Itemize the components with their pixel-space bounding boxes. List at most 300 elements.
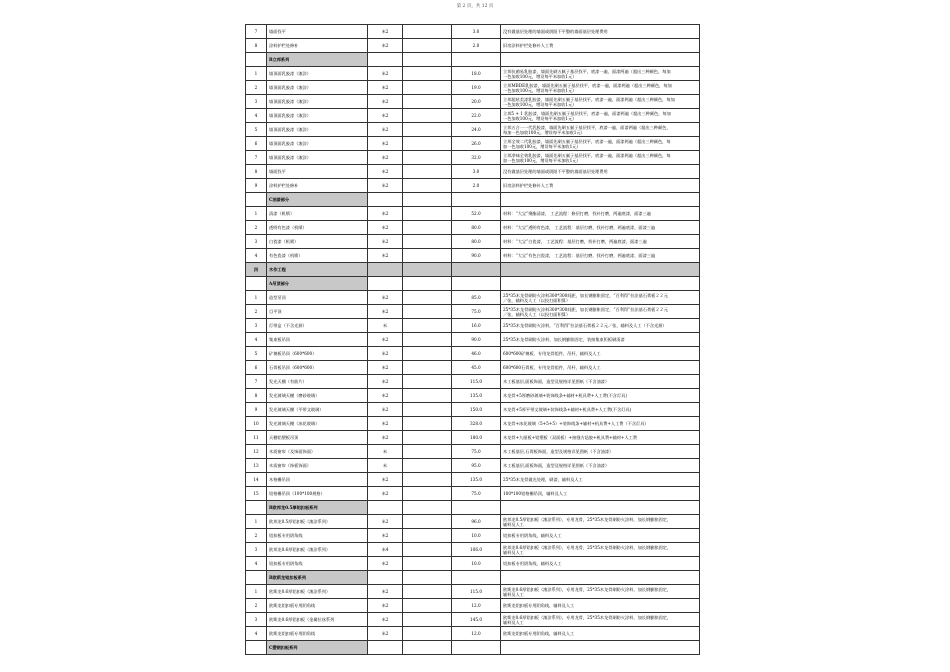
item-unit-price: 150.0 <box>452 403 501 417</box>
item-description <box>501 277 700 291</box>
table-row <box>246 291 700 305</box>
row-number: 6 <box>246 361 267 375</box>
item-quantity <box>403 599 452 613</box>
item-unit-price: 135.0 <box>452 473 501 487</box>
description-line: ／张，辅料及人工（以投打面积算） <box>503 297 571 303</box>
table-row <box>246 165 700 179</box>
item-name: 欧斯龙铝扣板专用阴角线 <box>267 627 368 641</box>
item-unit: 米2 <box>368 305 403 319</box>
description-line: 立邦全效二代乳胶漆，墙面先刷五腻子基层找平，底漆一遍，面漆两遍（超出三种颜色，每 <box>503 138 671 144</box>
table-row <box>246 81 700 95</box>
item-name: 墙顶面乳胶漆（滚涂） <box>267 137 368 151</box>
item-quantity <box>403 627 452 641</box>
table-row <box>246 95 700 109</box>
row-number: 8 <box>246 39 267 53</box>
row-number: 1 <box>246 585 267 599</box>
item-unit <box>368 641 403 655</box>
item-quantity <box>403 137 452 151</box>
description-line: 立邦五合一一代乳胶漆，墙面先刷五腻子基层找平，底漆一遍，面漆两遍（超出三种颜色， <box>503 124 671 130</box>
row-number: 3 <box>246 319 267 333</box>
row-number: 3 <box>246 543 267 557</box>
row-number: 12 <box>246 445 267 459</box>
description-line: 没有做基层处理的墙面或阴阳不平整的墙面基层处理费用 <box>503 169 608 174</box>
item-quantity <box>403 207 452 221</box>
item-unit: 米2 <box>368 151 403 165</box>
row-number: 3 <box>246 95 267 109</box>
item-name: 铝扣板专用阴角线 <box>267 557 368 571</box>
item-name: 集束板吊顶 <box>267 333 368 347</box>
item-unit <box>368 277 403 291</box>
description-line: 旧房涂料护栏处修补人工费 <box>503 43 554 48</box>
item-unit-price: 16.0 <box>452 319 501 333</box>
table-row <box>246 389 700 403</box>
item-description <box>501 347 700 361</box>
item-quantity <box>403 165 452 179</box>
item-description <box>501 39 700 53</box>
item-name: 欧邦龙0.6厚铝扣板（滚涂系列） <box>267 543 368 557</box>
item-unit-price: 52.0 <box>452 207 501 221</box>
item-description <box>501 123 700 137</box>
item-unit: 米2 <box>368 515 403 529</box>
item-unit-price: 22.0 <box>452 109 501 123</box>
item-name: 墙面找平 <box>267 165 368 179</box>
item-quantity <box>403 81 452 95</box>
item-unit: 米2 <box>368 431 403 445</box>
row-number: 5 <box>246 347 267 361</box>
table-row <box>246 361 700 375</box>
item-description <box>501 109 700 123</box>
item-description <box>501 501 700 515</box>
item-unit-price: 46.0 <box>452 347 501 361</box>
item-description <box>501 165 700 179</box>
item-name: 灯带盒（不含光源） <box>267 319 368 333</box>
item-description <box>501 557 700 571</box>
item-unit: 米2 <box>368 529 403 543</box>
item-unit-price <box>452 501 501 515</box>
item-description <box>501 67 700 81</box>
item-quantity <box>403 403 452 417</box>
item-description <box>501 375 700 389</box>
row-number: 1 <box>246 207 267 221</box>
description-line: 材料：“大宝”白瓷漆， 工艺流程：基层打磨，找补打磨，两遍底漆，面漆三遍 <box>503 239 647 244</box>
description-line: 欧邦龙0.6厚铝扣板（滚涂系列），专用龙骨，25*35木龙骨刷防火涂料，加长钢膨胀固定， <box>503 544 672 550</box>
item-name: A吊顶部分 <box>267 277 368 291</box>
item-unit: 米4 <box>368 543 403 557</box>
item-unit-price: 145.0 <box>452 613 501 627</box>
item-name: 墙顶面乳胶漆（滚涂） <box>267 123 368 137</box>
item-unit <box>368 501 403 515</box>
item-unit: 米2 <box>368 109 403 123</box>
item-unit: 米2 <box>368 347 403 361</box>
item-unit: 米2 <box>368 585 403 599</box>
item-unit: 米2 <box>368 235 403 249</box>
table-row <box>246 137 700 151</box>
item-quantity <box>403 501 452 515</box>
description-line: 辅料及人工 <box>503 619 524 625</box>
price-table-body <box>246 25 700 655</box>
description-line: 材料：“大宝”透明有色漆， 工艺流程：基层打磨，找补打磨，两遍底漆，面漆三遍 <box>503 225 656 230</box>
row-number <box>246 501 267 515</box>
row-number: 3 <box>246 613 267 627</box>
description-line: 立邦净味全效乳胶漆，墙面先刷五腻子基层找平，底漆一遍，面漆两遍（超出三种颜色，每 <box>503 152 671 158</box>
item-unit-price: 328.0 <box>452 417 501 431</box>
item-quantity <box>403 277 452 291</box>
row-number: 14 <box>246 473 267 487</box>
item-description <box>501 529 700 543</box>
item-unit-price: 80.0 <box>452 235 501 249</box>
item-description <box>501 445 700 459</box>
item-quantity <box>403 417 452 431</box>
item-unit-price: 80.0 <box>452 221 501 235</box>
row-number: 2 <box>246 599 267 613</box>
item-description <box>501 95 700 109</box>
table-row <box>246 235 700 249</box>
item-quantity <box>403 263 452 277</box>
table-row <box>246 529 700 543</box>
item-unit: 米2 <box>368 557 403 571</box>
item-quantity <box>403 529 452 543</box>
row-number: 4 <box>246 333 267 347</box>
description-line: 辅料及人工 <box>503 521 524 527</box>
item-unit: 米2 <box>368 249 403 263</box>
item-unit: 米2 <box>368 487 403 501</box>
item-unit-price: 3.0 <box>452 165 501 179</box>
table-row <box>246 347 700 361</box>
item-unit <box>368 193 403 207</box>
item-name: B欧邦龙0.5厚铝扣板系列 <box>267 501 368 515</box>
item-unit: 米2 <box>368 361 403 375</box>
item-unit: 米2 <box>368 137 403 151</box>
item-description <box>501 473 700 487</box>
table-row <box>246 221 700 235</box>
item-name: 石膏板吊顶（600*600） <box>267 361 368 375</box>
description-line: 600*600矿棉板、专用龙骨组件，吊杆，辅料及人工 <box>503 351 601 356</box>
description-line: 25*35木龙骨刷防火涂料、加长钢膨胀固定，装接集束柜板刷清漆 <box>503 337 625 342</box>
table-row <box>246 431 700 445</box>
item-unit-price: 20.0 <box>452 95 501 109</box>
main-section-row <box>246 263 700 277</box>
item-description <box>501 459 700 473</box>
description-line: 立邦MBDE乳胶漆，墙面先刷五腻子基层找平，底漆一遍，面漆两遍（超出三种颜色，每加 <box>503 82 672 88</box>
row-number: 13 <box>246 459 267 473</box>
item-name: C油漆部分 <box>267 193 368 207</box>
item-quantity <box>403 473 452 487</box>
item-unit: 米 <box>368 459 403 473</box>
item-unit-price: 96.0 <box>452 515 501 529</box>
item-quantity <box>403 557 452 571</box>
item-unit-price <box>452 571 501 585</box>
item-quantity <box>403 151 452 165</box>
item-quantity <box>403 179 452 193</box>
item-quantity <box>403 445 452 459</box>
item-quantity <box>403 515 452 529</box>
row-number <box>246 571 267 585</box>
description-line: 立邦超炫美漆乳胶漆，墙面先刷五腻子基层找平，底漆一遍，面漆两遍（超出三种颜色，每加 <box>503 96 675 102</box>
item-description <box>501 599 700 613</box>
item-name: 墙顶面乳胶漆（滚涂） <box>267 81 368 95</box>
item-quantity <box>403 39 452 53</box>
item-unit-price: 85.0 <box>452 291 501 305</box>
item-unit-price <box>452 641 501 655</box>
description-line: 每加一色加收100元，增设每平米加收1元） <box>503 129 585 135</box>
row-number: 9 <box>246 179 267 193</box>
table-row <box>246 473 700 487</box>
row-number: 7 <box>246 151 267 165</box>
item-quantity <box>403 67 452 81</box>
item-name: 涂料护栏处修补 <box>267 179 368 193</box>
item-description <box>501 25 700 39</box>
price-table <box>245 24 700 655</box>
item-unit-price: 90.0 <box>452 249 501 263</box>
description-line: 木工板基层,面板饰面，造型及规格详见图纸（不含油漆） <box>503 379 610 384</box>
description-line: 欧斯龙铝扣板专用阴角线，辅料及人工 <box>503 603 575 608</box>
description-line: 25*35木龙骨做光处理，刷漆，辅料及人工 <box>503 477 583 482</box>
item-unit-price: 75.0 <box>452 305 501 319</box>
item-description <box>501 53 700 67</box>
item-unit: 米2 <box>368 25 403 39</box>
item-name: 发光天棚（有筋片） <box>267 375 368 389</box>
table-row <box>246 585 700 599</box>
table-row <box>246 417 700 431</box>
item-unit-price: 3.0 <box>452 25 501 39</box>
item-unit-price: 32.0 <box>452 151 501 165</box>
row-number: 3 <box>246 235 267 249</box>
item-quantity <box>403 95 452 109</box>
description-line: 欧斯龙铝扣板专用阴角线，辅料及人工 <box>503 631 575 636</box>
item-unit <box>368 571 403 585</box>
row-number: 2 <box>246 305 267 319</box>
item-unit-price: 45.0 <box>452 361 501 375</box>
description-line: 欧斯龙0.6厚铝扣板（滚涂系列），专用龙骨，25*35木龙骨刷防火涂料，加长钢膨胀固定， <box>503 614 672 620</box>
item-description <box>501 81 700 95</box>
row-number <box>246 641 267 655</box>
item-unit <box>368 263 403 277</box>
section-header-row <box>246 571 700 585</box>
item-name: 墙顶面乳胶漆（滚涂） <box>267 151 368 165</box>
table-row <box>246 403 700 417</box>
table-row <box>246 543 700 557</box>
section-header-row <box>246 277 700 291</box>
item-unit <box>368 53 403 67</box>
item-description <box>501 585 700 599</box>
item-unit: 米2 <box>368 179 403 193</box>
item-name: B立邦系列 <box>267 53 368 67</box>
table-row <box>246 319 700 333</box>
item-description <box>501 333 700 347</box>
item-quantity <box>403 459 452 473</box>
row-number: 7 <box>246 375 267 389</box>
row-number: 1 <box>246 515 267 529</box>
item-unit: 米2 <box>368 221 403 235</box>
item-unit-price: 115.0 <box>452 585 501 599</box>
description-line: 一色加收100元，增设每平米加收1元） <box>503 87 577 93</box>
description-line: 木龙骨+冰花玻璃（5+5+5）+装饰线条+辅材+机具费+人工费（不含灯具） <box>503 421 649 426</box>
item-name: 欧邦龙0.5厚铝扣板（滚涂系列） <box>267 515 368 529</box>
item-name: C塑钢扣板系列 <box>267 641 368 655</box>
description-line: 立邦抗菌易乳胶漆，墙面先刷五腻子基层找平，底漆一遍，面漆两遍（超出三种颜色，每加 <box>503 68 671 74</box>
item-quantity <box>403 193 452 207</box>
item-unit-price: 75.0 <box>452 487 501 501</box>
description-line: 25*35木龙骨刷防火涂料300*300间距，加长钢膨胀固定，“百利得”拉法基石膏板２２元 <box>503 306 668 312</box>
item-unit-price: 180.0 <box>452 431 501 445</box>
row-number: 4 <box>246 109 267 123</box>
item-quantity <box>403 25 452 39</box>
table-row <box>246 627 700 641</box>
item-quantity <box>403 333 452 347</box>
item-description <box>501 235 700 249</box>
table-row <box>246 25 700 39</box>
item-unit: 米2 <box>368 599 403 613</box>
row-number: 4 <box>246 249 267 263</box>
row-number: 四 <box>246 263 267 277</box>
item-name: 发光玻璃天棚（冰花玻璃） <box>267 417 368 431</box>
item-name: 铝扣板专用阴角线 <box>267 529 368 543</box>
table-row <box>246 39 700 53</box>
item-description <box>501 179 700 193</box>
page-number-label: 第 2 页，共 12 页 <box>456 4 494 9</box>
item-description <box>501 515 700 529</box>
row-number <box>246 53 267 67</box>
item-unit: 米2 <box>368 417 403 431</box>
item-quantity <box>403 235 452 249</box>
table-row <box>246 487 700 501</box>
description-line: 铝扣板专用阴角线，辅料及人工 <box>503 561 562 566</box>
row-number: 8 <box>246 389 267 403</box>
item-quantity <box>403 53 452 67</box>
item-description <box>501 291 700 305</box>
item-name: 木格栅吊顶 <box>267 473 368 487</box>
item-description <box>501 403 700 417</box>
item-unit-price: 95.0 <box>452 459 501 473</box>
description-line: 600*600石膏板、专用龙骨组件，吊杆，辅料及人工 <box>503 365 601 370</box>
item-name: 发光玻璃天棚（磨砂玻璃） <box>267 389 368 403</box>
description-line: 铝扣板专用阴角线，辅料及人工 <box>503 533 562 538</box>
item-name: 矿棉板吊顶（600*600） <box>267 347 368 361</box>
item-name: 清漆（机喷） <box>267 207 368 221</box>
item-quantity <box>403 613 452 627</box>
section-header-row <box>246 501 700 515</box>
item-unit-price: 2.0 <box>452 39 501 53</box>
item-name: 墙顶面乳胶漆（滚涂） <box>267 95 368 109</box>
item-quantity <box>403 389 452 403</box>
item-unit: 米2 <box>368 291 403 305</box>
description-line: 100*100铝格栅吊顶，辅料及人工 <box>503 491 568 496</box>
item-description <box>501 305 700 319</box>
description-line: 辅料及人工 <box>503 591 524 597</box>
item-unit-price: 24.0 <box>452 123 501 137</box>
section-header-row <box>246 641 700 655</box>
item-unit-price: 10.0 <box>452 557 501 571</box>
item-quantity <box>403 641 452 655</box>
item-description <box>501 417 700 431</box>
table-row <box>246 599 700 613</box>
table-row <box>246 333 700 347</box>
description-line: 一色加收100元，增设每平米加收1元） <box>503 115 577 121</box>
description-line: 没有做基层处理的墙面或阴阳不平整的墙面基层处理费用 <box>503 29 608 34</box>
row-number: 8 <box>246 165 267 179</box>
item-description <box>501 613 700 627</box>
item-unit: 米2 <box>368 95 403 109</box>
item-unit: 米2 <box>368 473 403 487</box>
item-name: 欧斯龙0.6厚铝扣板（滚涂系列） <box>267 585 368 599</box>
table-row <box>246 207 700 221</box>
item-unit: 米2 <box>368 165 403 179</box>
description-line: 木龙骨+5厚磨砂玻璃+装饰线条+辅材+机具费+人工费(不含灯具) <box>503 393 627 398</box>
item-description <box>501 627 700 641</box>
description-line: 旧房涂料护栏处修补人工费 <box>503 183 554 188</box>
row-number: 2 <box>246 221 267 235</box>
table-row <box>246 375 700 389</box>
item-name: 木作工程 <box>267 263 368 277</box>
description-line: 木工板基层,石膏板饰面，造型及规格详见图纸（不含油漆） <box>503 449 614 454</box>
row-number: 15 <box>246 487 267 501</box>
item-quantity <box>403 585 452 599</box>
item-unit-price <box>452 193 501 207</box>
item-description <box>501 221 700 235</box>
item-unit: 米2 <box>368 627 403 641</box>
item-quantity <box>403 305 452 319</box>
item-quantity <box>403 487 452 501</box>
item-unit: 米2 <box>368 39 403 53</box>
row-number: 10 <box>246 417 267 431</box>
item-description <box>501 543 700 557</box>
item-quantity <box>403 543 452 557</box>
row-number: 2 <box>246 81 267 95</box>
item-unit: 米2 <box>368 375 403 389</box>
section-header-row <box>246 193 700 207</box>
item-name: 欧斯龙铝扣板专用阴角线 <box>267 599 368 613</box>
item-unit-price: 106.0 <box>452 543 501 557</box>
item-unit-price <box>452 53 501 67</box>
item-description <box>501 389 700 403</box>
item-name: 发光玻璃天棚（平带文玻璃） <box>267 403 368 417</box>
item-unit-price: 12.0 <box>452 627 501 641</box>
item-description <box>501 263 700 277</box>
table-row <box>246 67 700 81</box>
description-line: 25*35木龙骨刷防火涂料300*300间距，加长钢膨胀固定，“百利得”拉法基石膏板２２元 <box>503 292 668 298</box>
item-unit-price <box>452 277 501 291</box>
item-description <box>501 151 700 165</box>
item-name: 造型吊顶 <box>267 291 368 305</box>
item-description <box>501 361 700 375</box>
row-number: 9 <box>246 403 267 417</box>
row-number: 1 <box>246 291 267 305</box>
item-name: 白瓷漆（机喷） <box>267 235 368 249</box>
description-line: 加一色加收100元，增设每平米加收1元） <box>503 157 581 163</box>
row-number: 4 <box>246 627 267 641</box>
item-quantity <box>403 361 452 375</box>
row-number: 7 <box>246 25 267 39</box>
description-line: 材料：“大宝”聚酯清漆， 工艺流程：修层打磨，找补打磨，两遍底漆，面漆三遍 <box>503 211 651 216</box>
table-row <box>246 305 700 319</box>
item-unit: 米 <box>368 319 403 333</box>
description-line: 一色加收100元，增设每平米加收1元） <box>503 73 577 79</box>
item-description <box>501 207 700 221</box>
description-line: 木龙骨+5厚平带文玻璃+装饰线条+辅材+机具费+人工费(不含灯具) <box>503 407 632 412</box>
item-name: 天棚铝塑板吊顶 <box>267 431 368 445</box>
item-quantity <box>403 319 452 333</box>
item-unit-price: 90.0 <box>452 333 501 347</box>
item-name: 铝格栅吊顶（100*100规格） <box>267 487 368 501</box>
item-unit-price: 19.0 <box>452 81 501 95</box>
description-line: ／张，辅料及人工（以投打面积算） <box>503 311 571 317</box>
section-header-row <box>246 53 700 67</box>
table-row <box>246 179 700 193</box>
item-unit-price: 18.0 <box>452 67 501 81</box>
row-number: 4 <box>246 557 267 571</box>
table-row <box>246 613 700 627</box>
description-line: 辅料及人工 <box>503 549 524 555</box>
